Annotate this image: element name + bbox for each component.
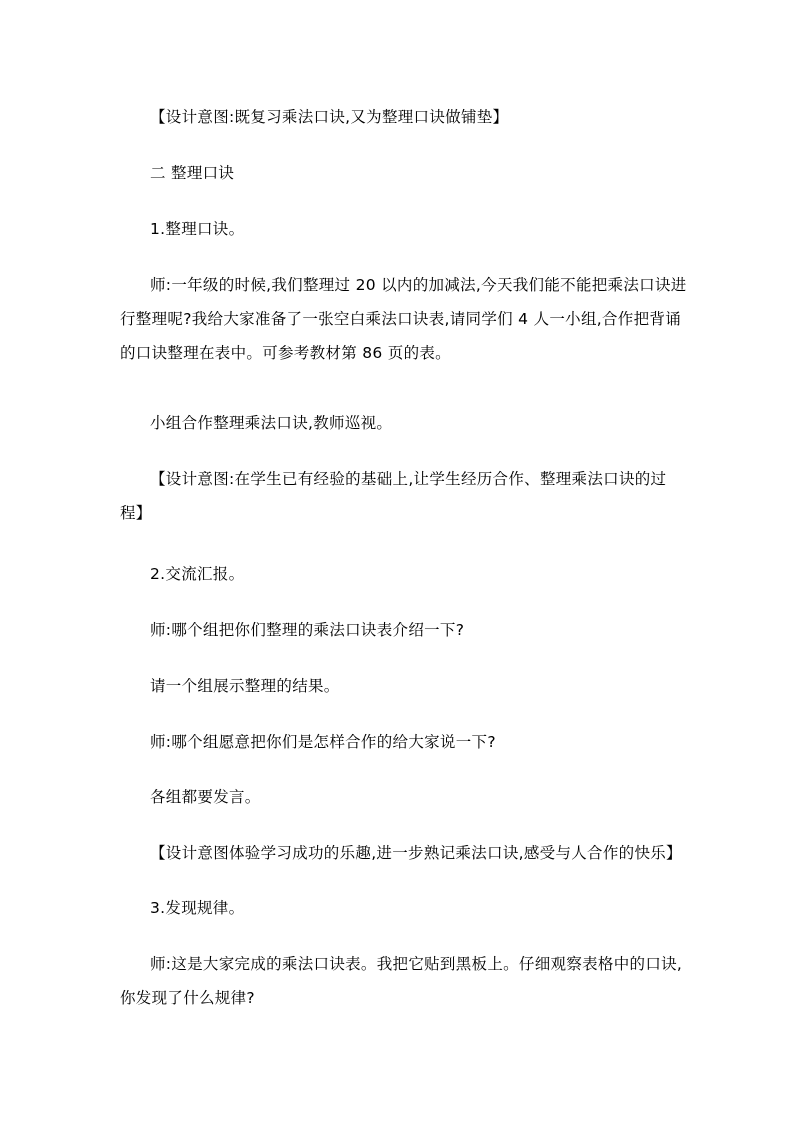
step-heading-1: 1.整理口诀。 <box>150 220 245 238</box>
teacher-paragraph-1: 师:一年级的时候,我们整理过 20 以内的加减法,今天我们能不能把乘法口诀进行整理呢?我给大家准备了一张空白乘法口诀表,请同学们 4 人一小组,合作把背诵的口诀整理在表中。可参考教材第 86 页的表。 <box>120 276 687 362</box>
activity-paragraph-3: 各组都要发言。 <box>150 788 261 806</box>
step-heading-3: 3.发现规律。 <box>150 899 245 917</box>
design-intent-paragraph-1: 【设计意图:既复习乘法口诀,又为整理口诀做铺垫】 <box>150 108 509 126</box>
section-heading-organize: 二 整理口诀 <box>150 164 235 182</box>
activity-paragraph-2: 请一个组展示整理的结果。 <box>150 677 340 695</box>
activity-paragraph-1: 小组合作整理乘法口诀,教师巡视。 <box>150 414 393 432</box>
design-intent-paragraph-3: 【设计意图体验学习成功的乐趣,进一步熟记乘法口诀,感受与人合作的快乐】 <box>150 844 682 862</box>
teacher-paragraph-4: 师:这是大家完成的乘法口诀表。我把它贴到黑板上。仔细观察表格中的口诀,你发现了什么规律? <box>120 955 683 1007</box>
teacher-paragraph-3: 师:哪个组愿意把你们是怎样合作的给大家说一下? <box>150 733 496 751</box>
teacher-paragraph-2: 师:哪个组把你们整理的乘法口诀表介绍一下? <box>150 621 465 639</box>
design-intent-paragraph-2: 【设计意图:在学生已有经验的基础上,让学生经历合作、整理乘法口诀的过程】 <box>120 470 667 522</box>
step-heading-2: 2.交流汇报。 <box>150 565 245 583</box>
